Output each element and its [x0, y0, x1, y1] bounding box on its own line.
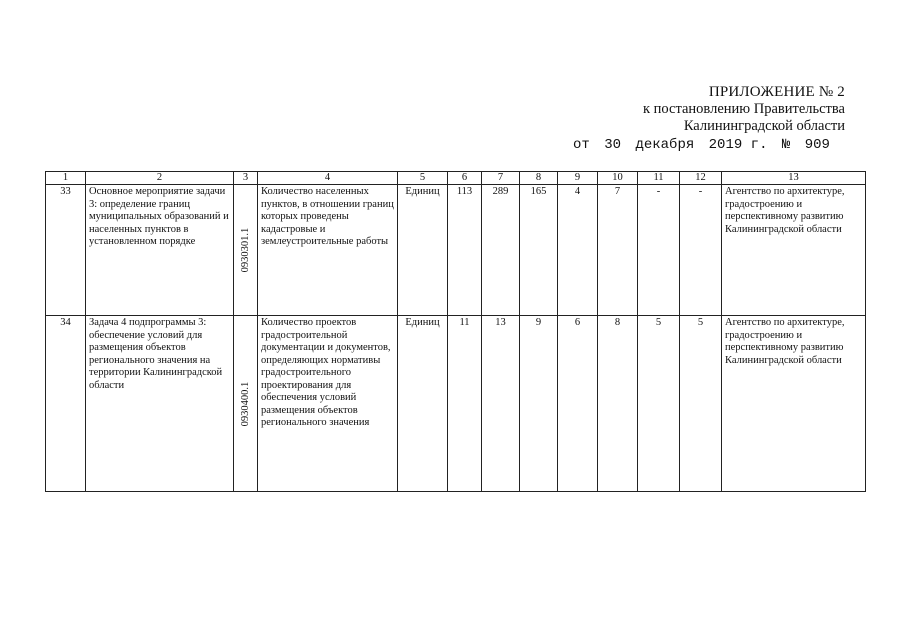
value-col-6: 11 [448, 316, 482, 492]
decree-date-line [525, 137, 845, 154]
value-col-12: 5 [680, 316, 722, 492]
executor: Агентство по архитектуре, градостроению и перспективному развитию Калининградской области [722, 316, 866, 492]
indicator-name: Количество населенных пунктов, в отношении границ которых проведены кадастровые и землеустроительные работы [258, 185, 398, 316]
date-month: декабря [635, 137, 695, 153]
value-col-6: 113 [448, 185, 482, 316]
document-header [525, 84, 845, 154]
value-col-7: 13 [482, 316, 520, 492]
number-label: № [781, 137, 791, 153]
activity-name: Задача 4 подпрограммы 3: обеспечение условий для размещения объектов регионального значения на территории Калининградской области [86, 316, 234, 492]
column-header: 4 [258, 172, 398, 185]
column-header: 1 [46, 172, 86, 185]
value-col-8: 165 [520, 185, 558, 316]
column-header: 5 [398, 172, 448, 185]
value-col-10: 8 [598, 316, 638, 492]
unit: Единиц [398, 185, 448, 316]
date-day: 30 [604, 137, 622, 153]
table-row [46, 185, 866, 316]
appendix-subtitle-line-2: Калининградской области [683, 118, 845, 134]
unit: Единиц [398, 316, 448, 492]
date-prefix: от [573, 137, 590, 153]
value-col-8: 9 [520, 316, 558, 492]
column-header: 9 [558, 172, 598, 185]
executor: Агентство по архитектуре, градостроению и перспективному развитию Калининградской области [722, 185, 866, 316]
column-header: 8 [520, 172, 558, 185]
column-header: 11 [638, 172, 680, 185]
column-header: 6 [448, 172, 482, 185]
budget-code: 0930301.1 [239, 227, 251, 273]
budget-code-cell [234, 185, 258, 316]
decree-number: 909 [804, 137, 830, 153]
value-col-10: 7 [598, 185, 638, 316]
column-header: 3 [234, 172, 258, 185]
budget-code: 0930400.1 [239, 381, 251, 426]
budget-code-cell [234, 316, 258, 492]
table-row [46, 316, 866, 492]
column-header: 13 [722, 172, 866, 185]
date-year: 2019 г. [708, 137, 768, 153]
activity-name: Основное мероприятие задачи 3: определение границ муниципальных образований и населенных пунктов в установленном порядке [86, 185, 234, 316]
column-number-row [46, 172, 866, 185]
appendix-table [45, 171, 866, 492]
column-header: 2 [86, 172, 234, 185]
value-col-7: 289 [482, 185, 520, 316]
row-number: 33 [46, 185, 86, 316]
column-header: 7 [482, 172, 520, 185]
appendix-title: ПРИЛОЖЕНИЕ № 2 [708, 84, 845, 100]
value-col-11: 5 [638, 316, 680, 492]
row-number: 34 [46, 316, 86, 492]
value-col-11: - [638, 185, 680, 316]
value-col-9: 6 [558, 316, 598, 492]
indicator-name: Количество проектов градостроительной документации и документов, определяющих нормативы градостроительного проектирования для обеспечения условий размещения объектов регионального значения [258, 316, 398, 492]
column-header: 12 [680, 172, 722, 185]
value-col-12: - [680, 185, 722, 316]
column-header: 10 [598, 172, 638, 185]
appendix-subtitle-line-1: к постановлению Правительства [643, 101, 845, 117]
value-col-9: 4 [558, 185, 598, 316]
